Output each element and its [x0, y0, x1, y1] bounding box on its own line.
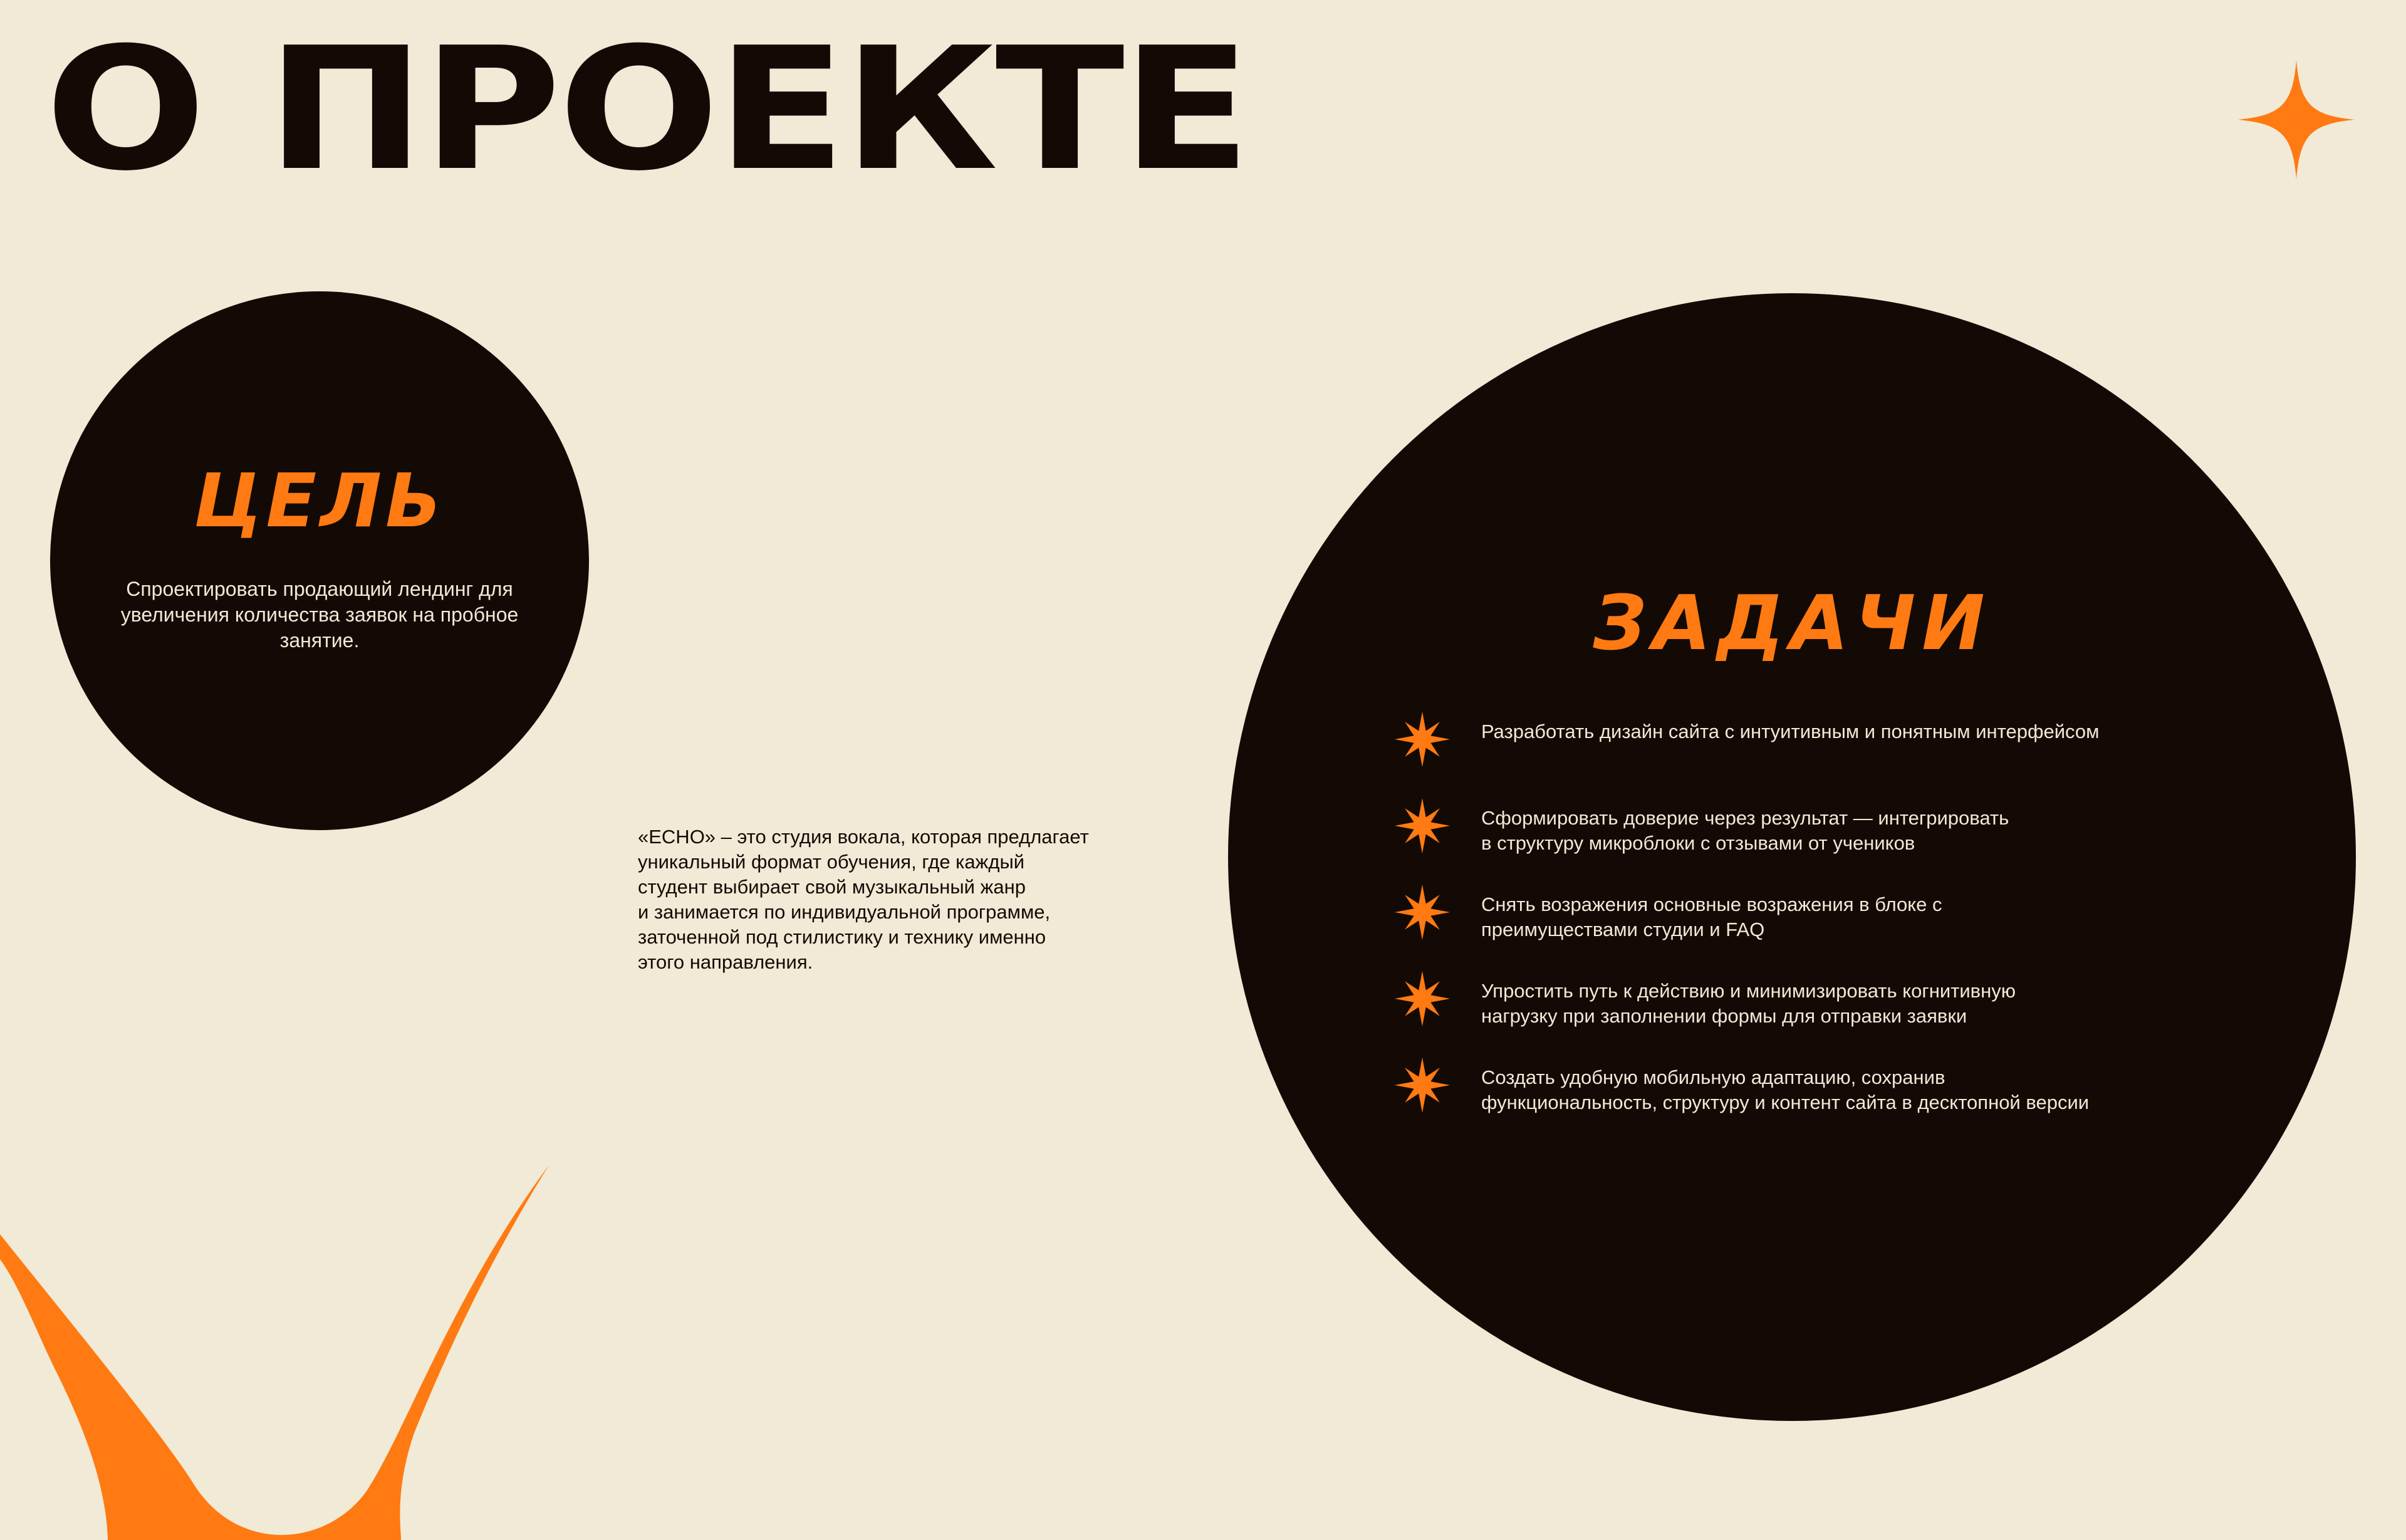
- curved-shape-icon: [0, 1165, 564, 1540]
- task-item: [1392, 976, 2269, 1063]
- page-title: О ПРОЕКТЕ: [45, 11, 1249, 208]
- goal-circle: [50, 291, 589, 830]
- task-text: Создать удобную мобильную адаптацию, сохранив функциональность, структуру и контент сайта в десктопной версии: [1481, 1066, 2090, 1113]
- task-text: Сформировать доверие через результат — интегрировать в структуру микроблоки с отзывами от учеников: [1481, 807, 2009, 854]
- four-point-star-icon: [2238, 60, 2355, 179]
- tasks-circle: [1228, 293, 2356, 1421]
- task-text: Упростить путь к действию и минимизировать когнитивную нагрузку при заполнении формы для отправки заявки: [1481, 980, 2016, 1027]
- eight-point-star-icon: [1392, 969, 1452, 1029]
- about-text: «ECHO» – это студия вокала, которая предлагает уникальный формат обучения, где каждый студент выбирает свой музыкальный жанр и занимается по индивидуальной программе, заточенной под стилистику и технику именно этого направления.: [638, 826, 1089, 973]
- task-item: [1392, 1063, 2269, 1149]
- tasks-title: ЗАДАЧИ: [1593, 580, 1991, 667]
- eight-point-star-icon: [1392, 796, 1452, 856]
- eight-point-star-icon: [1392, 1055, 1452, 1115]
- goal-text: Спроектировать продающий лендинг для увеличения количества заявок на пробное занятие.: [120, 578, 519, 652]
- tasks-list: [1392, 717, 2269, 1149]
- eight-point-star-icon: [1392, 882, 1452, 942]
- task-text: Разработать дизайн сайта с интуитивным и понятным интерфейсом: [1481, 721, 2100, 742]
- task-item: [1392, 803, 2269, 890]
- eight-point-star-icon: [1392, 709, 1452, 769]
- task-item: [1392, 890, 2269, 976]
- task-text: Снять возражения основные возражения в блоке с преимуществами студии и FAQ: [1481, 893, 1942, 940]
- task-item: [1392, 717, 2269, 803]
- goal-title: ЦЕЛЬ: [193, 457, 446, 544]
